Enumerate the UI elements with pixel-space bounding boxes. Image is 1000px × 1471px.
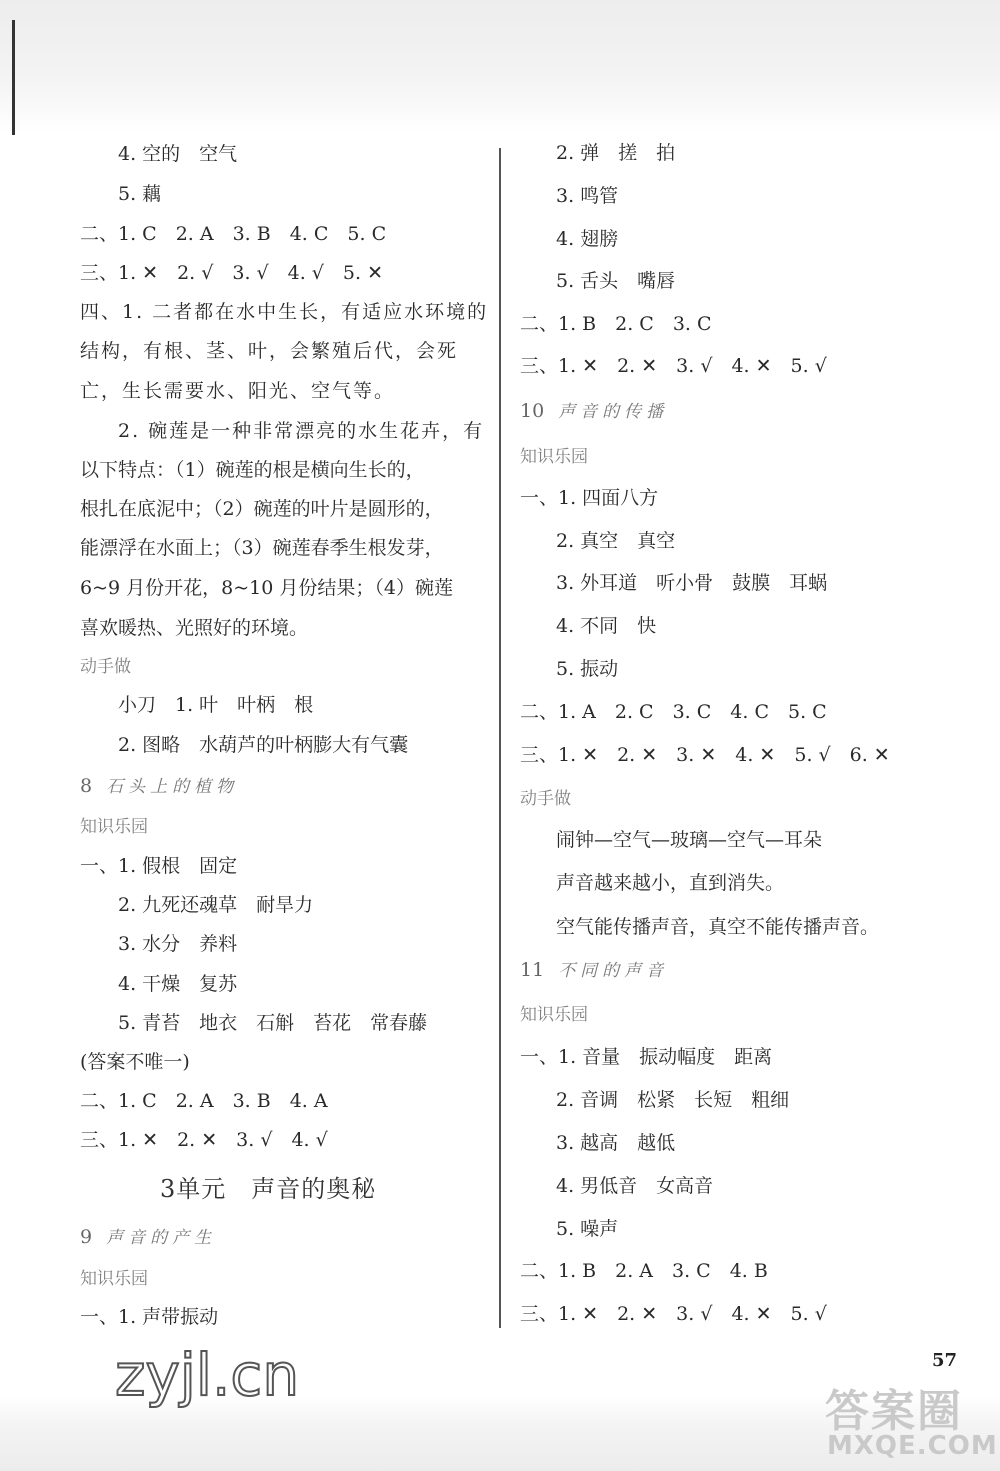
answer-line: 二、1. C 2. A 3. B 4. A bbox=[80, 1090, 328, 1112]
answer-line: 2. 碗莲是一种非常漂亮的水生花卉，有 bbox=[118, 420, 485, 442]
answer-line: 一、1. 四面八方 bbox=[520, 487, 659, 509]
answer-line: 5. 青苔 地衣 石斛 苔花 常春藤 bbox=[118, 1012, 428, 1034]
lesson-10-heading bbox=[520, 399, 668, 424]
answer-line: 三、1. ✕ 2. ✕ 3. √ 4. ✕ 5. √ bbox=[520, 1303, 827, 1325]
answer-line: 3. 外耳道 听小骨 鼓膜 耳蜗 bbox=[556, 572, 828, 594]
answer-line: 2. 真空 真空 bbox=[556, 530, 676, 552]
zhishi-label: 知识乐园 bbox=[80, 817, 148, 837]
corner-logo bbox=[825, 1375, 998, 1465]
answer-line: 一、1. 声带振动 bbox=[80, 1306, 219, 1328]
answer-line: 一、1. 音量 振动幅度 距离 bbox=[520, 1046, 773, 1068]
zhishi-label: 知识乐园 bbox=[80, 1269, 148, 1289]
answer-line: 3. 水分 养料 bbox=[118, 933, 238, 955]
watermark-text: zyjl.cn bbox=[115, 1341, 300, 1409]
lesson-number: 10 bbox=[520, 400, 545, 422]
answer-line: 5. 藕 bbox=[118, 183, 162, 205]
page-edge-line bbox=[12, 20, 15, 135]
answer-line: 四、1. 二者都在水中生长，有适应水环境的 bbox=[80, 301, 489, 323]
answer-line: 2. 图略 水葫芦的叶柄膨大有气囊 bbox=[118, 734, 409, 756]
answer-line: 声音越来越小，直到消失。 bbox=[556, 872, 785, 894]
answer-line: 4. 干燥 复苏 bbox=[118, 973, 238, 995]
answer-line: 2. 弹 搓 拍 bbox=[556, 142, 676, 164]
answer-line: 三、1. ✕ 2. ✕ 3. √ 4. √ bbox=[80, 1129, 328, 1151]
answer-line: 5. 振动 bbox=[556, 658, 619, 680]
answer-line: 喜欢暖热、光照好的环境。 bbox=[80, 617, 309, 639]
answer-line: 3. 越高 越低 bbox=[556, 1132, 676, 1154]
answer-line: 能漂浮在水面上；（3）碗莲春季生根发芽， bbox=[80, 537, 444, 559]
lesson-9-heading bbox=[80, 1225, 216, 1250]
zhishi-label: 知识乐园 bbox=[520, 447, 588, 467]
answer-line: 小刀 1. 叶 叶柄 根 bbox=[118, 694, 314, 716]
unit-title: 3单元 声音的奥秘 bbox=[160, 1175, 377, 1203]
answer-line: 空气能传播声音，真空不能传播声音。 bbox=[556, 916, 880, 938]
answer-line: 根扎在底泥中；（2）碗莲的叶片是圆形的， bbox=[80, 498, 444, 520]
column-divider bbox=[499, 148, 501, 1328]
dongshou-label: 动手做 bbox=[80, 657, 131, 677]
answer-line: 二、1. B 2. A 3. C 4. B bbox=[520, 1260, 768, 1282]
answer-line: 三、1. ✕ 2. ✕ 3. ✕ 4. ✕ 5. √ 6. ✕ bbox=[520, 744, 890, 766]
lesson-number: 11 bbox=[520, 959, 545, 981]
page-top-shade bbox=[0, 0, 1000, 135]
corner-logo-domain: MXQE.COM bbox=[827, 1431, 998, 1461]
answer-line: 2. 九死还魂草 耐旱力 bbox=[118, 894, 314, 916]
answer-line: 以下特点：（1）碗莲的根是横向生长的， bbox=[80, 459, 425, 481]
lesson-title: 不同的声音 bbox=[558, 961, 669, 981]
lesson-number: 8 bbox=[80, 775, 93, 797]
answer-line: 4. 不同 快 bbox=[556, 615, 657, 637]
answer-line: 二、1. B 2. C 3. C bbox=[520, 313, 712, 335]
corner-logo-text: 答案圈 bbox=[825, 1386, 963, 1437]
answer-line: 三、1. ✕ 2. √ 3. √ 4. √ 5. ✕ bbox=[80, 262, 383, 284]
answer-line: 4. 翅膀 bbox=[556, 228, 619, 250]
answer-line: 3. 鸣管 bbox=[556, 185, 619, 207]
lesson-title: 石头上的植物 bbox=[106, 777, 239, 797]
zhishi-label: 知识乐园 bbox=[520, 1005, 588, 1025]
answer-line: 4. 男低音 女高音 bbox=[556, 1175, 714, 1197]
lesson-11-heading bbox=[520, 958, 668, 983]
lesson-title: 声音的传播 bbox=[558, 402, 669, 422]
lesson-number: 9 bbox=[80, 1226, 93, 1248]
lesson-title: 声音的产生 bbox=[106, 1228, 217, 1248]
answer-line: 2. 音调 松紧 长短 粗细 bbox=[556, 1089, 790, 1111]
answer-line: 结构，有根、茎、叶，会繁殖后代，会死 bbox=[80, 340, 459, 362]
answer-line: 二、1. C 2. A 3. B 4. C 5. C bbox=[80, 223, 387, 245]
answer-line: 5. 噪声 bbox=[556, 1218, 619, 1240]
answer-line: 亡，生长需要水、阳光、空气等。 bbox=[80, 380, 396, 402]
answer-line: 三、1. ✕ 2. ✕ 3. √ 4. ✕ 5. √ bbox=[520, 355, 827, 377]
dongshou-label: 动手做 bbox=[520, 789, 571, 809]
answer-line: 6~9 月份开花，8~10 月份结果；（4）碗莲 bbox=[80, 577, 453, 599]
page-number: 57 bbox=[932, 1350, 958, 1371]
answer-line: 4. 空的 空气 bbox=[118, 143, 238, 165]
answer-line: (答案不唯一) bbox=[80, 1051, 190, 1073]
answer-line: 闹钟—空气—玻璃—空气—耳朵 bbox=[556, 829, 823, 851]
answer-line: 二、1. A 2. C 3. C 4. C 5. C bbox=[520, 701, 827, 723]
answer-line: 一、1. 假根 固定 bbox=[80, 855, 238, 877]
lesson-8-heading bbox=[80, 774, 238, 799]
answer-line: 5. 舌头 嘴唇 bbox=[556, 270, 676, 292]
